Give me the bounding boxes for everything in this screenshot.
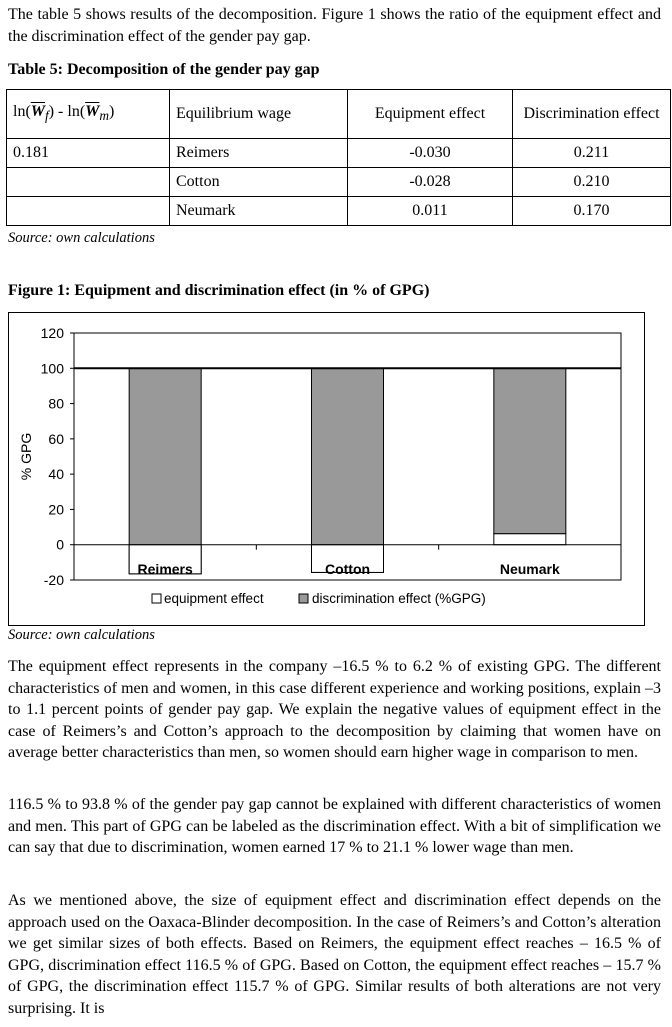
bar-discrimination-reimers bbox=[129, 368, 201, 574]
y-axis-label: % GPG bbox=[18, 432, 34, 481]
legend-label-equipment: equipment effect bbox=[164, 591, 264, 606]
header-discrimination-effect: Discrimination effect bbox=[513, 90, 671, 139]
bar-discrimination-neumark bbox=[494, 368, 566, 533]
x-tick-label: Reimers bbox=[137, 561, 193, 577]
body-paragraph-3: As we mentioned above, the size of equipment effect and discrimination effect depends on the approach used on the Oaxaca-Blinder decomposition. In the case of Reimers’s and Cotton’s alteration we get similar sizes of both effects. Based on Reimers, the equipment effect reaches – 16.5 % of GPG, discrimination effect 116.5 % of GPG. Based on Cotton, the equipment effect reaches – 15.7 % of GPG, the discrimination effect 115.7 % of GPG. Similar results of both alterations are not very surprising. It is bbox=[8, 892, 661, 1017]
legend-swatch-discrimination bbox=[299, 594, 308, 603]
cell-equipment: 0.011 bbox=[348, 197, 513, 226]
table-row bbox=[7, 168, 671, 197]
cell-equipment: -0.028 bbox=[348, 168, 513, 197]
cell-discrimination: 0.170 bbox=[513, 197, 671, 226]
decomposition-table bbox=[6, 89, 671, 226]
bar-equipment-neumark bbox=[494, 534, 566, 545]
bar-chart bbox=[9, 313, 644, 625]
x-tick-label: Cotton bbox=[324, 561, 371, 577]
cell-wage: Neumark bbox=[170, 197, 348, 226]
table-header-row bbox=[7, 90, 671, 139]
header-equilibrium-wage: Equilibrium wage bbox=[170, 90, 348, 139]
y-tick-label: 0 bbox=[56, 536, 64, 553]
body-paragraph-2: 116.5 % to 93.8 % of the gender pay gap cannot be explained with different characteristics of women and men. This part of GPG can be labeled as the discrimination effect. With a bit of simplification we can say that due to discrimination, women earned 17 % to 21.1 % lower wage than men. bbox=[8, 796, 661, 856]
cell-discrimination: 0.211 bbox=[513, 139, 671, 168]
table-row bbox=[7, 139, 671, 168]
cell-gap bbox=[7, 168, 170, 197]
header-gap-formula: $\ln(\overline{W}_f) - \ln(\overline{W}_m)$ bbox=[7, 90, 170, 139]
table-caption: Table 5: Decomposition of the gender pay gap bbox=[8, 61, 320, 78]
y-tick-label: 40 bbox=[48, 466, 64, 483]
figure-chart bbox=[8, 312, 645, 626]
cell-discrimination: 0.210 bbox=[513, 168, 671, 197]
table-source: Source: own calculations bbox=[8, 230, 155, 246]
body-paragraph-1: The equipment effect represents in the company –16.5 % to 6.2 % of existing GPG. The different characteristics of men and women, in this case different experience and working positions, explain –3 to 1.1 percent points of gender pay gap. We explain the negative values of equipment effect in the case of Reimers’s and Cotton’s approach to the decomposition by claiming that women have on average better characteristics than men, so women should earn higher wage in comparison to men. bbox=[8, 658, 661, 761]
y-tick-label: 120 bbox=[40, 325, 64, 341]
y-tick-label: 20 bbox=[48, 501, 64, 518]
cell-wage: Cotton bbox=[170, 168, 348, 197]
bar-discrimination-cotton bbox=[312, 368, 384, 572]
figure-source: Source: own calculations bbox=[8, 627, 155, 643]
intro-paragraph: The table 5 shows results of the decomposition. Figure 1 shows the ratio of the equipment effect and the discrimination effect of the gender pay gap. bbox=[8, 6, 661, 45]
cell-equipment: -0.030 bbox=[348, 139, 513, 168]
figure-caption: Figure 1: Equipment and discrimination effect (in % of GPG) bbox=[8, 282, 430, 299]
x-tick-label: Neumark bbox=[499, 561, 560, 577]
cell-wage: Reimers bbox=[170, 139, 348, 168]
table-row bbox=[7, 197, 671, 226]
cell-gap: 0.181 bbox=[7, 139, 170, 168]
legend-label-discrimination: discrimination effect (%GPG) bbox=[312, 591, 486, 606]
header-equipment-effect: Equipment effect bbox=[348, 90, 513, 139]
y-tick-label: 80 bbox=[48, 395, 64, 412]
y-tick-label: 100 bbox=[40, 360, 64, 377]
y-tick-label: -20 bbox=[43, 572, 64, 588]
y-tick-label: 60 bbox=[48, 430, 64, 447]
cell-gap bbox=[7, 197, 170, 226]
legend-swatch-equipment bbox=[152, 594, 161, 603]
